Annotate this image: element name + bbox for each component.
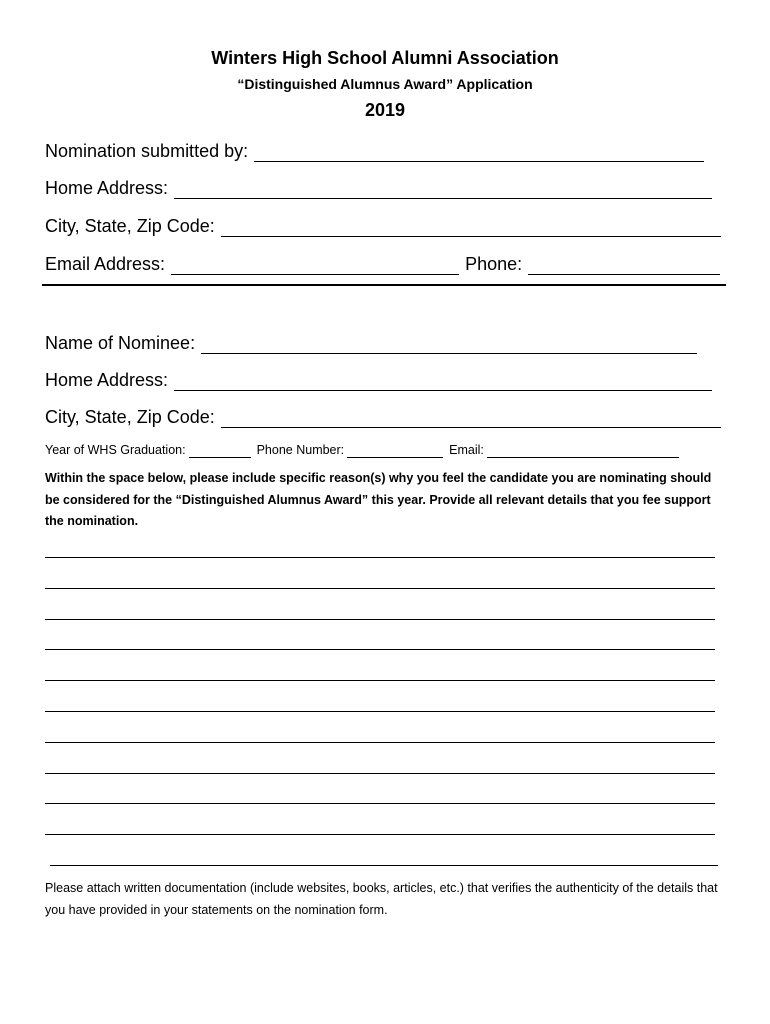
nominator-address-row [45,173,712,199]
nominator-phone-label: Phone: [465,254,523,274]
nominee-address-field[interactable] [174,372,712,391]
nominee-phone-label: Phone Number: [256,443,345,457]
nominee-city-row [45,402,721,428]
instructions-text: Within the space below, please include specific reason(s) why you feel the candidate you are nominating should be considered for the “Distinguished Alumnus Award” this year. Provide all relevant details that you fee support the nomination. [45,471,712,528]
answer-line[interactable] [45,742,715,743]
nominator-city-row [45,211,721,237]
form-year: 2019 [364,100,406,120]
nominator-phone-field[interactable] [528,256,720,275]
nominee-city-label: City, State, Zip Code: [45,407,215,427]
answer-line[interactable] [50,865,718,866]
nominator-email-label: Email Address: [45,254,166,274]
nominator-contact-row [45,249,720,275]
footer-note: Please attach written documentation (include websites, books, articles, etc.) that verifies the authenticity of the details that you have provided in your statements on the nomination form. [45,881,718,917]
nominee-email-field[interactable] [487,445,679,458]
answer-line[interactable] [45,588,715,589]
section-divider [42,284,726,286]
answer-line[interactable] [45,834,715,835]
graduation-year-label: Year of WHS Graduation: [45,443,186,457]
nominated-by-row [45,136,704,162]
nominee-details-row [45,432,679,458]
answer-line[interactable] [45,649,715,650]
nominated-by-label: Nomination submitted by: [45,141,249,161]
nominee-address-label: Home Address: [45,370,169,390]
graduation-year-field[interactable] [189,445,251,458]
nominee-name-field[interactable] [201,335,697,354]
nominee-address-row [45,365,712,391]
nominee-name-row [45,328,697,354]
nominator-city-field[interactable] [221,218,721,237]
nominee-email-label: Email: [449,443,484,457]
form-title: Winters High School Alumni Association [211,48,559,68]
answer-line[interactable] [45,619,715,620]
nominated-by-field[interactable] [254,143,704,162]
answer-line[interactable] [45,557,715,558]
nominator-address-field[interactable] [174,180,712,199]
nominator-city-label: City, State, Zip Code: [45,216,215,236]
nominee-city-field[interactable] [221,409,721,428]
nominee-name-label: Name of Nominee: [45,333,196,353]
nominator-email-field[interactable] [171,256,459,275]
form-subtitle: “Distinguished Alumnus Award” Application [237,76,533,92]
nominee-phone-field[interactable] [347,445,443,458]
answer-line[interactable] [45,803,715,804]
answer-line[interactable] [45,680,715,681]
nominator-address-label: Home Address: [45,178,169,198]
answer-line[interactable] [45,711,715,712]
answer-line[interactable] [45,773,715,774]
